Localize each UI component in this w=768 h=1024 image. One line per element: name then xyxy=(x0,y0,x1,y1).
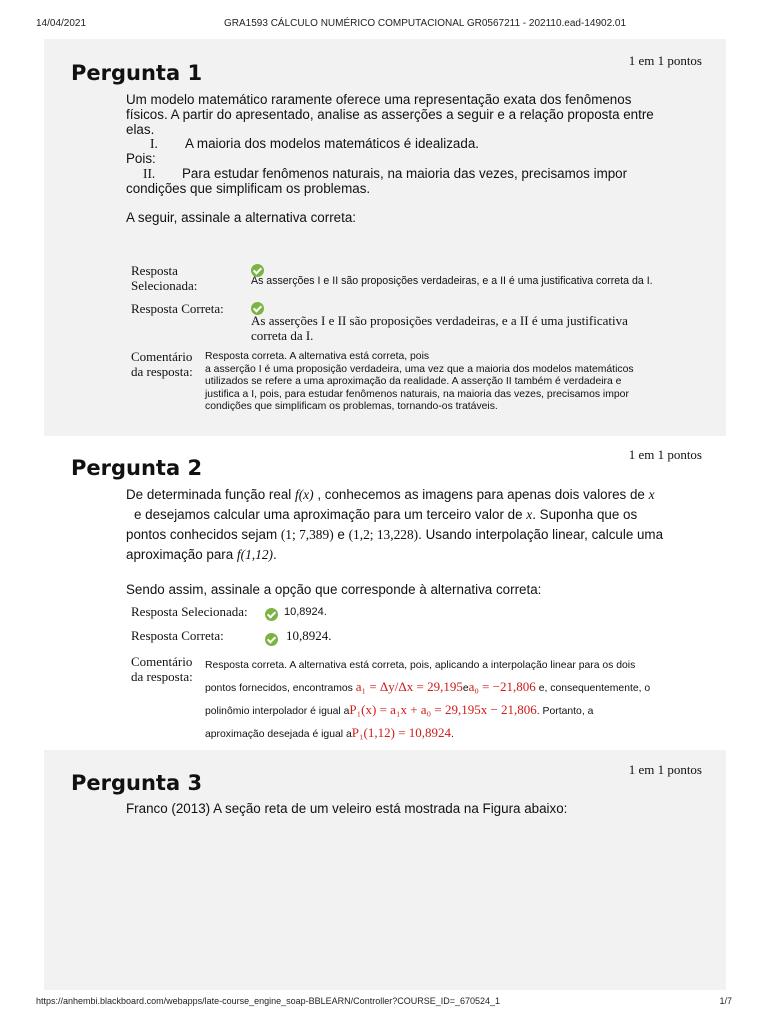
correct-answer-text: As asserções I e II são proposições verdadeiras, e a II é uma justificativa correta da I. xyxy=(251,313,628,343)
question-3-text: Franco (2013) A seção reta de um veleiro está mostrada na Figura abaixo: xyxy=(126,801,568,816)
check-icon xyxy=(265,633,278,646)
comment-text: Resposta correta. A alternativa está correta, pois, aplicando a interpolação linear para os dois pontos fornecidos, encontramos a₁ = Δy/Δx = 29,195ea₀ = −21,806 e, consequentemente, o polinômio interpolador é igual aP₁(x) = a₁x + a₀ = 29,195x − 21,806. Portanto, a aproximação desejada é igual aP₁(1,12) = 10,8924. xyxy=(205,660,651,740)
assertion-2-number: II. xyxy=(143,166,156,181)
question-1-panel xyxy=(44,39,726,436)
assertion-1-text: A maioria dos modelos matemáticos é idealizada. xyxy=(185,136,479,151)
comment-label: Comentário da resposta: xyxy=(131,654,193,684)
question-2-title: Pergunta 2 xyxy=(71,456,203,480)
selected-answer-label: Resposta Selecionada: xyxy=(131,604,248,619)
comment-text: Resposta correta. A alternativa está correta, pois a asserção I é uma proposição verdadeira, uma vez que a maioria dos modelos matemáticos utilizados se refere a uma aproximação da realidade. A asserção II também é verdadeira e justifica a I, pois, para estudar fenômenos naturais, na maioria das vezes, precisamos impor condições que simplificam os problemas, tornando-os tratáveis. xyxy=(205,351,634,413)
question-1-prompt: A seguir, assinale a alternativa correta: xyxy=(126,210,357,225)
question-2-prompt: Sendo assim, assinale a opção que corresponde à alternativa correta: xyxy=(126,582,542,597)
footer-url: https://anhembi.blackboard.com/webapps/late-course_engine_soap-BBLEARN/Controller?COURSE_ID=_670524_1 xyxy=(36,996,501,1006)
assertion-1-number: I. xyxy=(150,136,158,151)
assertion-2-text-cont: condições que simplificam os problemas. xyxy=(126,181,371,196)
question-2-text-line: De determinada função real f(x) , conhecemos as imagens para apenas dois valores de x xyxy=(126,487,655,502)
question-3-points: 1 em 1 pontos xyxy=(628,762,702,777)
question-3-panel xyxy=(44,750,726,990)
question-2-text-line: aproximação para f(1,12). xyxy=(126,547,277,562)
selected-answer-label: Resposta Selecionada: xyxy=(131,263,198,293)
comment-label: Comentário da resposta: xyxy=(131,349,193,379)
question-1-title: Pergunta 1 xyxy=(71,61,203,85)
question-2-panel xyxy=(44,436,726,750)
question-2-text-line: pontos conhecidos sejam (1; 7,389) e (1,2; 13,228). Usando interpolação linear, calcule uma xyxy=(126,527,664,542)
question-1-points: 1 em 1 pontos xyxy=(628,53,702,68)
page-number: 1/7 xyxy=(719,996,732,1006)
question-1-text-line: elas. xyxy=(126,122,155,137)
pois-label: Pois: xyxy=(126,151,156,166)
question-2-points: 1 em 1 pontos xyxy=(628,447,702,462)
document-title: GRA1593 CÁLCULO NUMÉRICO COMPUTACIONAL GR0567211 - 202110.ead-14902.01 xyxy=(224,18,627,29)
question-3-title: Pergunta 3 xyxy=(71,771,203,795)
selected-answer-text: 10,8924. xyxy=(284,606,327,618)
check-icon xyxy=(265,608,278,621)
selected-answer-text: As asserções I e II são proposições verdadeiras, e a II é uma justificativa correta da I. xyxy=(251,275,653,287)
assertion-2-text: Para estudar fenômenos naturais, na maioria das vezes, precisamos impor xyxy=(182,166,628,181)
question-2-text-line: e desejamos calcular uma aproximação para um terceiro valor de x. Suponha que os xyxy=(134,507,638,522)
correct-answer-label: Resposta Correta: xyxy=(131,628,224,643)
question-1-text-line: físicos. A partir do apresentado, analise as asserções a seguir e a relação proposta entre xyxy=(126,107,654,122)
correct-answer-text: 10,8924. xyxy=(286,628,332,643)
print-date: 14/04/2021 xyxy=(36,18,87,29)
correct-answer-label: Resposta Correta: xyxy=(131,301,224,316)
question-1-text-line: Um modelo matemático raramente oferece uma representação exata dos fenômenos xyxy=(126,92,632,107)
